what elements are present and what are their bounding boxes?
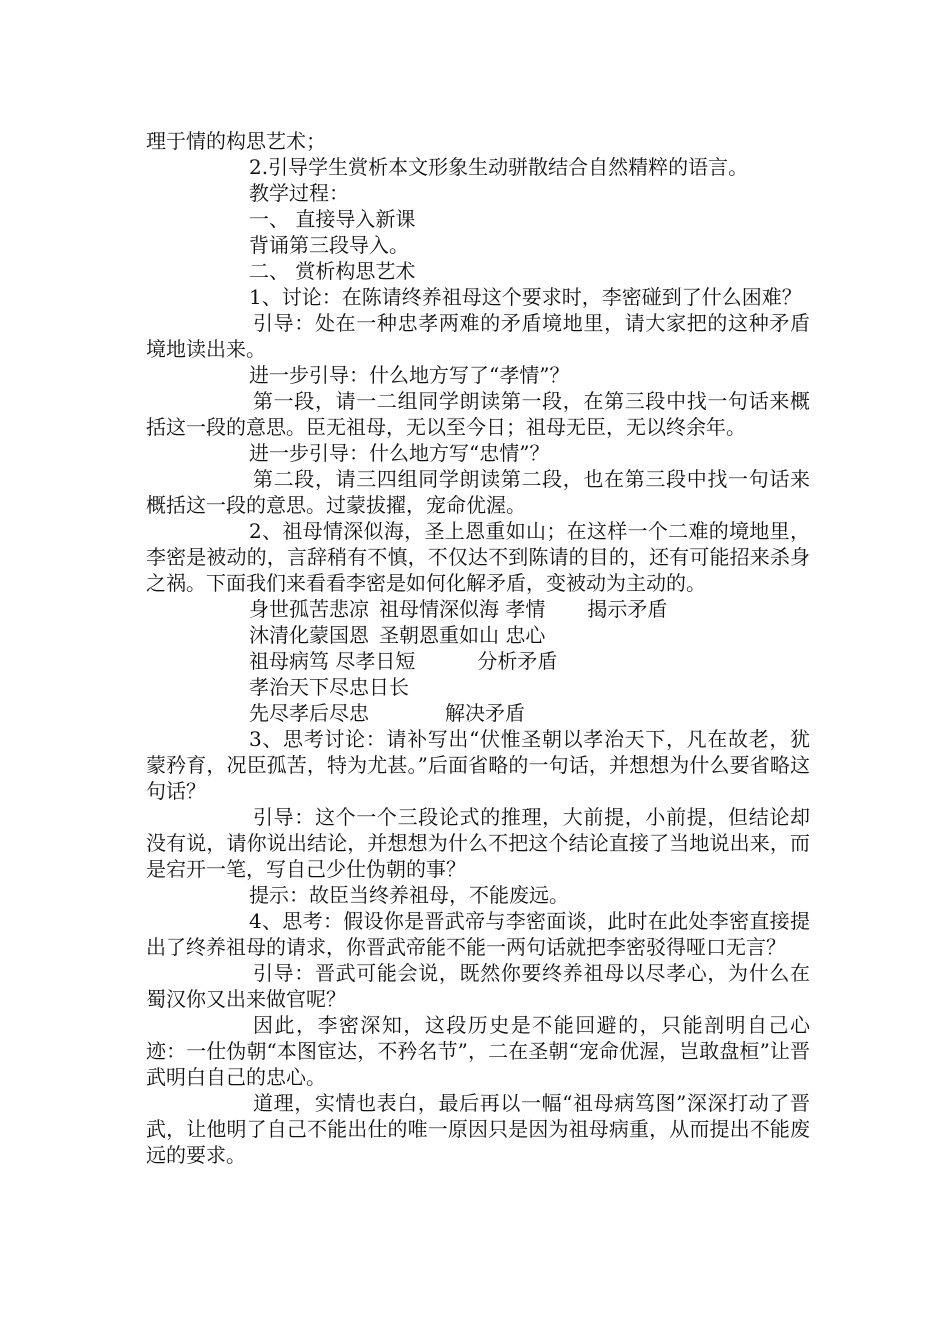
document-body xyxy=(146,128,810,1168)
outline-row-1 xyxy=(146,596,810,622)
heading-section-1: 一、 直接导入新课 xyxy=(249,207,416,231)
outline-row-5 xyxy=(146,700,810,726)
paragraph-discussion-2: 2、祖母情深似海，圣上恩重如山；在这样一个二难的境地里，李密是被动的，言辞稍有不慎，不仅达不到陈请的目的，还有可能招来杀身之祸。下面我们来看看李密是如何化解矛盾，变被动为主动的。 xyxy=(146,519,810,595)
heading-section-2: 二、 赏析构思艺术 xyxy=(249,259,416,283)
outline-row-2 xyxy=(146,622,810,648)
paragraph-therefore: 因此，李密深知，这段历史是不能回避的，只能剖明自己心迹：一仕伪朝“本图宦达，不矜名节”，二在圣朝“宠命优渥，岂敢盘桓”让晋武明白自己的忠心。 xyxy=(146,1013,810,1089)
outline-item: 沐清化蒙国恩 xyxy=(249,623,369,647)
paragraph-guide-3: 引导：这个一个三段论式的推理，大前提，小前提，但结论却没有说，请你说出结论，并想想为什么不把这个结论直接了当地说出来，而是宕开一笔，写自己少仕伪朝的事？ xyxy=(146,805,810,881)
paragraph-objective-1-tail: 理于情的构思艺术； xyxy=(146,129,326,153)
paragraph-first-section: 第一段，请一二组同学朗读第一段，在第三段中找一句话来概括这一段的意思。臣无祖母，无以至今日；祖母无臣，无以终余年。 xyxy=(146,389,810,439)
paragraph-hint: 提示：故臣当终养祖母，不能废远。 xyxy=(249,883,569,907)
paragraph-further-guide-2: 进一步引导：什么地方写“忠情”？ xyxy=(249,441,550,465)
outline-item: 祖母情深似海 孝情 xyxy=(379,597,546,621)
paragraph-guide-4: 引导：晋武可能会说，既然你要终养祖母以尽孝心，为什么在蜀汉你又出来做官呢？ xyxy=(146,961,810,1011)
outline-item: 祖母病笃 尽孝日短 xyxy=(249,649,416,673)
outline-item: 孝治天下尽忠日长 xyxy=(249,675,409,699)
paragraph-second-section: 第二段，请三四组同学朗读第二段，也在第三段中找一句话来概括这一段的意思。过蒙拔擢，宠命优渥。 xyxy=(146,467,810,517)
outline-row-3 xyxy=(146,648,810,674)
outline-item: 身世孤苦悲凉 xyxy=(249,597,369,621)
outline-row-4 xyxy=(146,674,810,700)
paragraph-recite: 背诵第三段导入。 xyxy=(249,233,409,257)
paragraph-discussion-4: 4、思考：假设你是晋武帝与李密面谈，此时在此处李密直接提出了终养祖母的请求，你晋武帝能不能一两句话就把李密驳得哑口无言？ xyxy=(146,909,810,959)
paragraph-discussion-3: 3、思考讨论：请补写出“伏惟圣朝以孝治天下，凡在故老，犹蒙矜育，况臣孤苦，特为尤甚。”后面省略的一句话，并想想为什么要省略这句话？ xyxy=(146,727,810,803)
outline-item: 先尽孝后尽忠 xyxy=(249,701,369,725)
paragraph-further-guide-1: 进一步引导：什么地方写了“孝情”？ xyxy=(249,363,570,387)
paragraph-discussion-1: 1、讨论：在陈请终养祖母这个要求时，李密碰到了什么困难？ xyxy=(249,285,802,309)
paragraph-guide-1: 引导：处在一种忠孝两难的矛盾境地里，请大家把的这种矛盾境地读出来。 xyxy=(146,311,810,361)
paragraph-conclusion: 道理，实情也表白，最后再以一幅“祖母病笃图”深深打动了晋武，让他明了自己不能出仕的唯一原因只是因为祖母病重，从而提出不能废远的要求。 xyxy=(146,1091,810,1167)
outline-label: 分析矛盾 xyxy=(477,649,558,673)
outline-label: 揭示矛盾 xyxy=(587,597,668,621)
outline-item: 圣朝恩重如山 忠心 xyxy=(379,623,546,647)
outline-label: 解决矛盾 xyxy=(445,701,525,725)
paragraph-objective-2: 2.引导学生赏析本文形象生动骈散结合自然精粹的语言。 xyxy=(249,155,749,179)
heading-teaching-process: 教学过程： xyxy=(249,181,349,205)
